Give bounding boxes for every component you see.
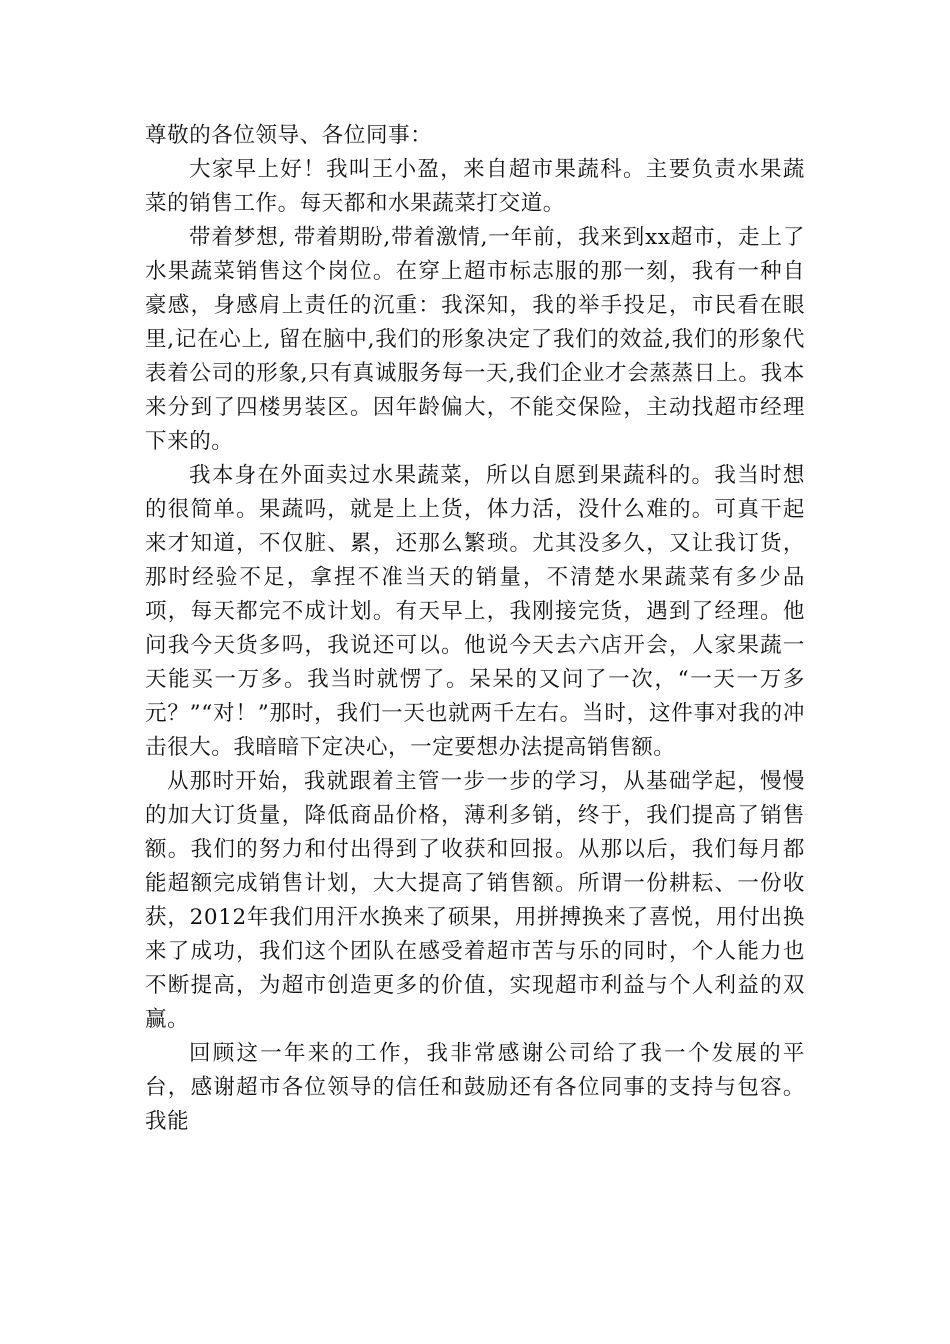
paragraph-dream: 带着梦想, 带着期盼,带着激情,一年前，我来到xx超市，走上了水果蔬菜销售这个岗位。在穿上超市标志服的那一刻，我有一种自豪感，身感肩上责任的沉重：我深知，我的举手投足，市民看在眼里,记在心上, 留在脑中,我们的形象决定了我们的效益,我们的形象代表着公司的形象,只有真诚服务每一天,我们企业才会蒸蒸日上。我本来分到了四楼男装区。因年龄偏大，不能交保险，主动找超市经理下来的。: [145, 225, 805, 454]
document-body: [145, 119, 805, 1139]
paragraph-review: 回顾这一年来的工作，我非常感谢公司给了我一个发展的平台，感谢超市各位领导的信任和鼓励还有各位同事的支持与包容。我能: [145, 1041, 805, 1134]
paragraph-experience: 我本身在外面卖过水果蔬菜，所以自愿到果蔬科的。我当时想的很简单。果蔬吗，就是上上货，体力活，没什么难的。可真干起来才知道，不仅脏、累，还那么繁琐。尤其没多久，又让我订货，那时经验不足，拿捏不准当天的销量，不清楚水果蔬菜有多少品项，每天都完不成计划。有天早上，我刚接完货，遇到了经理。他问我今天货多吗，我说还可以。他说今天去六店开会，人家果蔬一天能买一万多。我当时就愣了。呆呆的又问了一次，“一天一万多元？”“对！”那时，我们一天也就两千左右。当时，这件事对我的冲击很大。我暗暗下定决心，一定要想办法提高销售额。: [145, 463, 805, 760]
salutation: 尊敬的各位领导、各位同事：: [145, 123, 433, 148]
paragraph-growth: 从那时开始，我就跟着主管一步一步的学习，从基础学起，慢慢的加大订货量，降低商品价格，薄利多销，终于，我们提高了销售额。我们的努力和付出得到了收获和回报。从那以后，我们每月都能超额完成销售计划，大大提高了销售额。所谓一份耕耘、一份收获，2012年我们用汗水换来了硕果，用拼搏换来了喜悦，用付出换来了成功，我们这个团队在感受着超市苦与乐的同时，个人能力也不断提高，为超市创造更多的价值，实现超市利益与个人利益的双赢。: [145, 769, 805, 1032]
paragraph-intro: 大家早上好！我叫王小盈，来自超市果蔬科。主要负责水果蔬菜的销售工作。每天都和水果蔬菜打交道。: [145, 157, 805, 216]
